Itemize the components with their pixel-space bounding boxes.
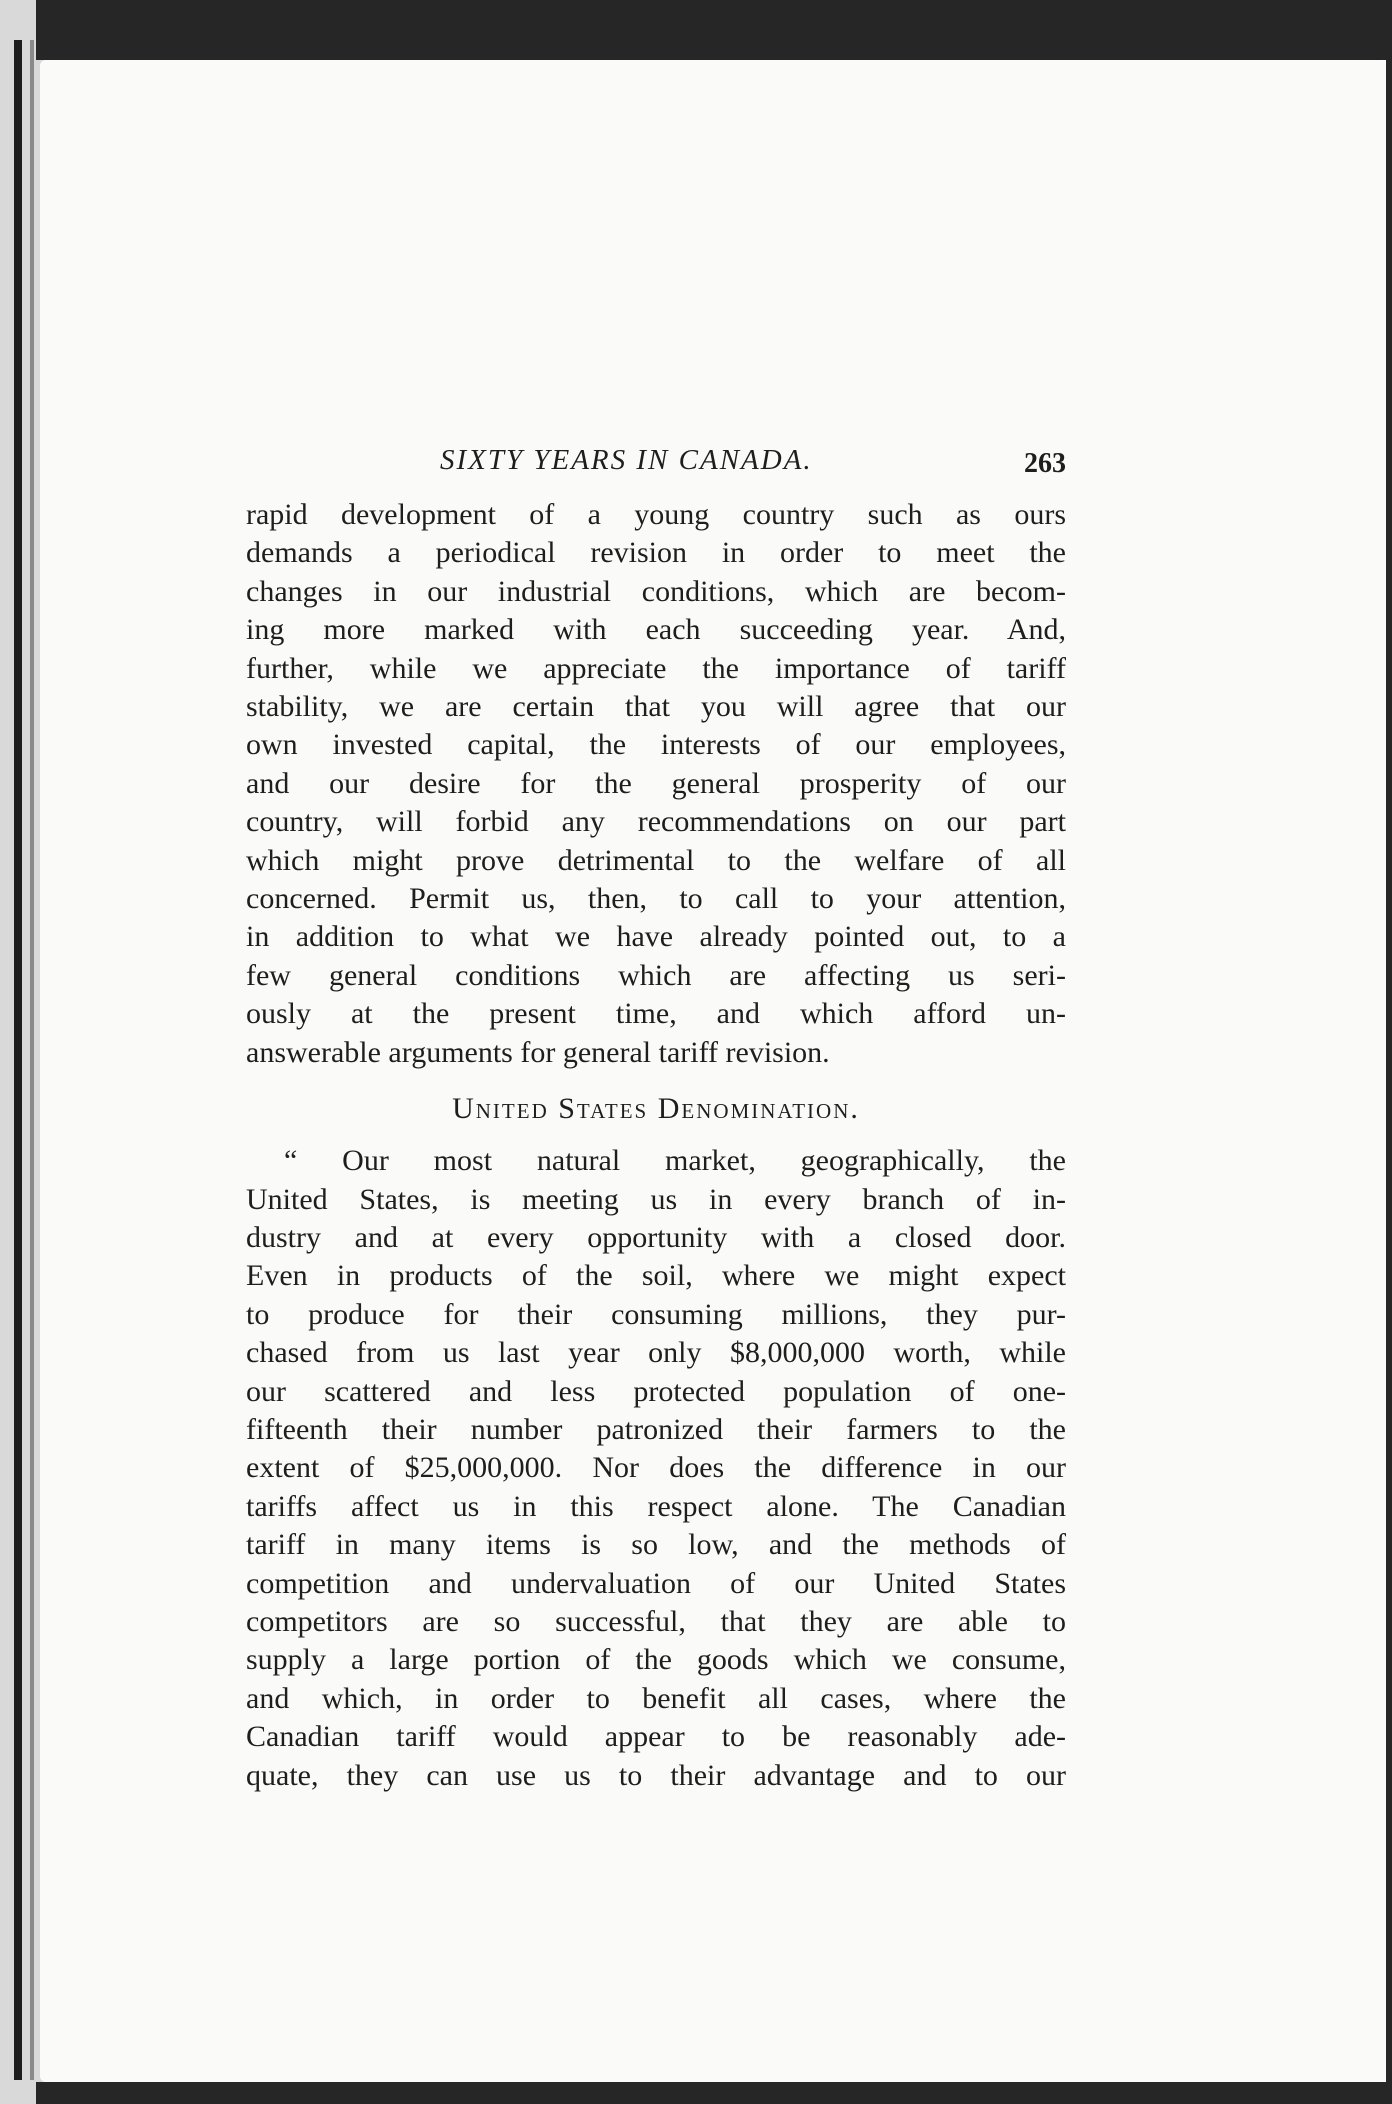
text-line: tariffs affect us in this respect alone. The Canadian: [246, 1489, 1066, 1523]
text-line: own invested capital, the interests of our employees,: [246, 728, 1066, 762]
text-line: changes in our industrial conditions, which are becom-: [246, 574, 1066, 608]
text-line: ously at the present time, and which afford un-: [246, 997, 1066, 1031]
spine-inner-shadow: [30, 40, 34, 2080]
page-content: [246, 444, 1066, 1795]
text-line: further, while we appreciate the importance of tariff: [246, 651, 1066, 685]
running-title: SIXTY YEARS IN CANADA.: [440, 444, 813, 476]
section-heading: United States Denomination.: [452, 1092, 860, 1126]
text-line: and which, in order to benefit all cases, where the: [246, 1681, 1066, 1715]
text-line: in addition to what we have already pointed out, to a: [246, 920, 1066, 954]
text-line: concerned. Permit us, then, to call to your attention,: [246, 882, 1066, 916]
text-line: competition and undervaluation of our United States: [246, 1566, 1066, 1600]
text-line: Canadian tariff would appear to be reasonably ade-: [246, 1720, 1066, 1754]
text-line: to produce for their consuming millions, they pur-: [246, 1297, 1066, 1331]
text-line: Even in products of the soil, where we might expect: [246, 1259, 1066, 1293]
paragraph-2: [246, 1142, 1066, 1795]
book-spine-edge: [0, 0, 44, 2104]
text-line: quate, they can use us to their advantage and to our: [246, 1758, 1066, 1792]
text-line: chased from us last year only $8,000,000 worth, while: [246, 1336, 1066, 1370]
text-line: extent of $25,000,000. Nor does the difference in our: [246, 1451, 1066, 1485]
text-line: supply a large portion of the goods which we consume,: [246, 1643, 1066, 1677]
text-line: “ Our most natural market, geographically, the: [284, 1144, 1066, 1178]
text-line: fifteenth their number patronized their farmers to the: [246, 1412, 1066, 1446]
text-line: few general conditions which are affecting us seri-: [246, 958, 1066, 992]
text-line: dustry and at every opportunity with a closed door.: [246, 1220, 1066, 1254]
scan-border-top: [36, 0, 1392, 60]
text-line: answerable arguments for general tariff revision.: [246, 1035, 830, 1069]
scan-border-bottom: [36, 2082, 1392, 2104]
text-line: rapid development of a young country such as ours: [246, 498, 1066, 531]
text-line: demands a periodical revision in order to meet the: [246, 536, 1066, 570]
text-line: country, will forbid any recommendations on our part: [246, 805, 1066, 839]
page-number: 263: [1024, 448, 1066, 479]
text-line: tariff in many items is so low, and the methods of: [246, 1528, 1066, 1562]
text-line: our scattered and less protected population of one-: [246, 1374, 1066, 1408]
paragraph-1: [246, 496, 1066, 1072]
spine-shadow: [14, 40, 22, 2080]
running-head: [246, 444, 1066, 488]
text-line: competitors are so successful, that they are able to: [246, 1604, 1066, 1638]
text-line: which might prove detrimental to the welfare of all: [246, 843, 1066, 877]
text-line: United States, is meeting us in every branch of in-: [246, 1182, 1066, 1216]
text-line: ing more marked with each succeeding year. And,: [246, 613, 1066, 647]
text-line: stability, we are certain that you will agree that our: [246, 690, 1066, 724]
scan-border-right: [1386, 0, 1392, 2104]
text-line: and our desire for the general prosperity of our: [246, 766, 1066, 800]
